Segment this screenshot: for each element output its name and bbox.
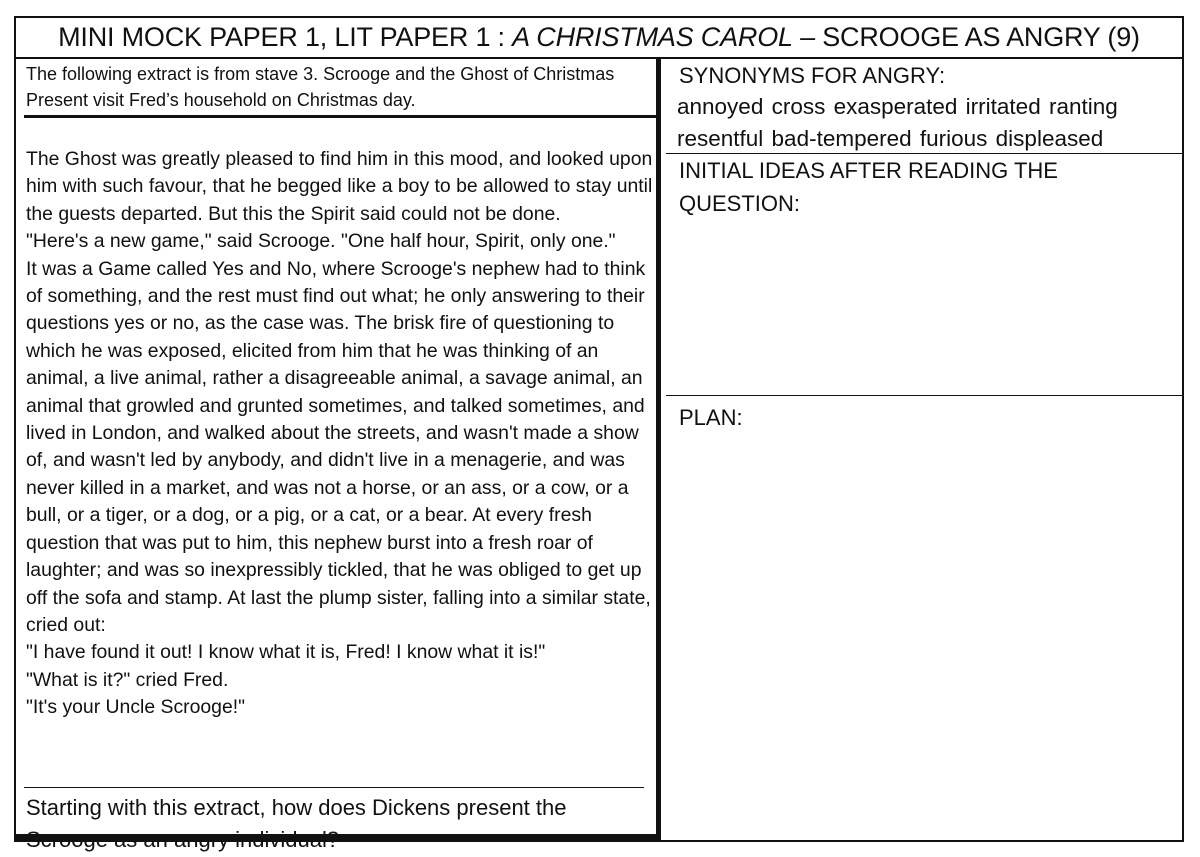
initial-ideas-heading: INITIAL IDEAS AFTER READING THE QUESTION: [679, 158, 1058, 216]
page-title [16, 18, 1182, 59]
extract-paragraph: "Here's a new game," said Scrooge. "One half hour, Spirit, only one." [26, 230, 616, 253]
intro-divider [24, 115, 656, 118]
worksheet [14, 16, 1184, 842]
notes-panel [666, 59, 1182, 842]
extract-intro: The following extract is from stave 3. Scrooge and the Ghost of Christmas Present visit Fred’s household on Christmas day. [26, 64, 615, 110]
extract-paragraph: "It's your Uncle Scrooge!" [26, 696, 246, 719]
title-work: A CHRISTMAS CAROL [512, 22, 793, 52]
extract-text [26, 146, 654, 722]
exam-question: Starting with this extract, how does Dickens present the [26, 795, 567, 820]
title-suffix: – SCROOGE AS ANGRY (9) [792, 22, 1140, 52]
extract-paragraph: It was a Game called Yes and No, where Scrooge's nephew had to think of something, and the rest must find out what; he only answering to their questions yes or no, as the case was. The brisk fire of questioning to which he was exposed, elicited from him that he was thinking of an animal, a live animal, rather a disagreeable animal, a savage animal, an animal that growled and grunted sometimes, and talked sometimes, and lived in London, and walked about the streets, and wasn't made a show of, and wasn't led by anybody, and didn't live in a menagerie, and was never killed in a market, and was not a horse, or an ass, or a cow, or a bull, or a tiger, or a dog, or a pig, or a cat, or a bear. At every fresh question that was put to him, this nephew burst into a fresh roar of laughter; and was so inexpressibly tickled, that he was obliged to get up off the sofa and stamp. At last the plump sister, falling into a similar state, cried out: [26, 257, 651, 636]
extract-panel-bottom-border [16, 834, 661, 840]
plan-box[interactable] [666, 396, 1182, 842]
extract-paragraph: "What is it?" cried Fred. [26, 668, 229, 691]
extract-paragraph: The Ghost was greatly pleased to find him in this mood, and looked upon him with such favour, that he begged like a boy to be allowed to stay until the guests departed. But this the Spirit said could not be done. [26, 148, 653, 225]
synonyms-list: annoyed cross exasperated irritated ranting resentful bad-tempered furious displeased [677, 94, 1118, 151]
question-divider [24, 787, 644, 788]
title-prefix: MINI MOCK PAPER 1, LIT PAPER 1 : [58, 22, 513, 52]
synonyms-heading: SYNONYMS FOR ANGRY: [679, 63, 946, 88]
synonyms-box [666, 59, 1182, 154]
plan-heading: PLAN: [679, 405, 743, 430]
initial-ideas-box[interactable] [666, 154, 1182, 396]
extract-panel [16, 59, 661, 842]
extract-paragraph: "I have found it out! I know what it is, Fred! I know what it is!" [26, 641, 546, 664]
